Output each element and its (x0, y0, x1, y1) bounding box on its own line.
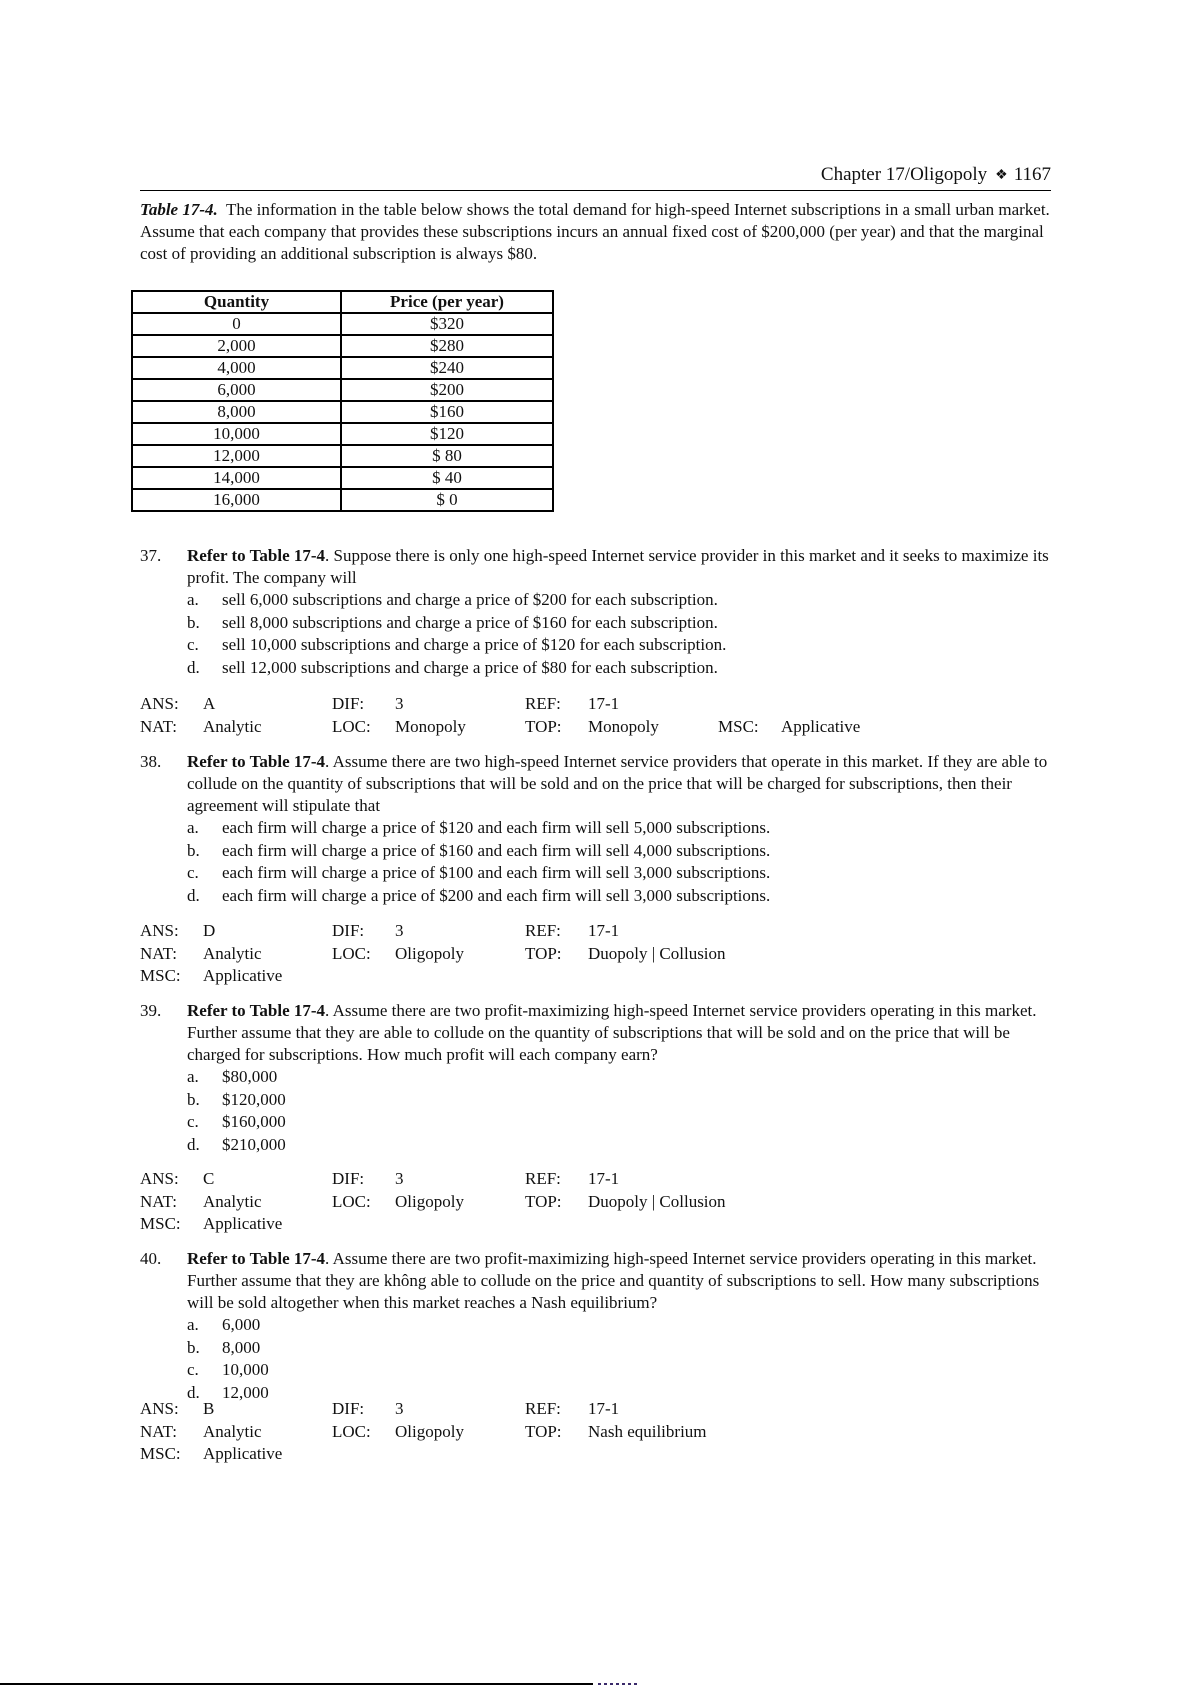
option-letter: d. (187, 885, 200, 905)
answer-option-c (140, 1111, 1060, 1134)
option-text: $80,000 (222, 1067, 278, 1086)
table-reference: Refer to Table 17-4 (187, 1249, 326, 1268)
option-text: $120,000 (222, 1089, 286, 1109)
option-text: sell 6,000 subscriptions and charge a price of $200 for each subscription. (222, 590, 718, 609)
answer-option-a (140, 1066, 1060, 1089)
nat-value: Analytic (203, 716, 262, 736)
chapter-title: Chapter 17/Oligopoly (820, 164, 988, 185)
question-text: . Assume there are two profit-maximizing high-speed Internet service providers operating in this market. Further assume that they are không able to collude on the price and quantity of subscriptions to sell. How many subscriptions will be sold altogether when this market reaches a Nash equilibrium? (187, 1249, 1040, 1312)
table-row (132, 467, 553, 489)
question-number: 39. (140, 1001, 162, 1020)
ref-value: 17-1 (588, 694, 620, 713)
option-letter: b. (187, 1337, 200, 1357)
option-text: 6,000 (222, 1315, 261, 1334)
top-label: TOP: (525, 716, 562, 736)
answer-option-c (140, 862, 1060, 885)
ans-value: D (203, 921, 216, 940)
dif-value: 3 (395, 694, 404, 713)
nat-label: NAT: (140, 716, 177, 736)
option-text: $160,000 (222, 1112, 286, 1131)
question-stem (140, 545, 1060, 589)
ref-label: REF: (525, 1399, 561, 1418)
option-letter: b. (187, 1089, 200, 1109)
ref-label: REF: (525, 694, 561, 713)
top-value: Duopoly | Collusion (588, 1191, 726, 1211)
option-letter: d. (187, 1134, 200, 1154)
dif-value: 3 (395, 921, 404, 940)
answer-option-d (140, 885, 1060, 908)
question-number: 40. (140, 1249, 162, 1268)
answer-option-c (140, 1359, 1060, 1382)
answer-option-a (140, 817, 1060, 840)
nat-label: NAT: (140, 1421, 177, 1441)
loc-label: LOC: (332, 716, 371, 736)
option-text: each firm will charge a price of $160 and each firm will sell 4,000 subscriptions. (222, 840, 771, 860)
question-37 (140, 545, 1060, 679)
msc-value: Applicative (781, 716, 861, 736)
msc-label: MSC: (140, 1444, 181, 1463)
price-cell: $ 0 (341, 489, 553, 511)
price-cell: $ 40 (341, 467, 553, 489)
option-letter: c. (187, 635, 199, 654)
msc-label: MSC: (140, 966, 181, 985)
option-letter: c. (187, 1360, 199, 1379)
loc-label: LOC: (332, 1191, 371, 1211)
question-stem (140, 751, 1060, 817)
dif-label: DIF: (332, 1399, 365, 1418)
answer-option-c (140, 634, 1060, 657)
table-reference: Refer to Table 17-4 (187, 546, 326, 565)
table-row (132, 401, 553, 423)
table-row (132, 423, 553, 445)
ans-label: ANS: (140, 694, 179, 713)
ans-value: A (203, 694, 216, 713)
header-divider (140, 190, 1051, 191)
option-text: sell 12,000 subscriptions and charge a price of $80 for each subscription. (222, 657, 718, 677)
dif-value: 3 (395, 1169, 404, 1188)
option-text: sell 10,000 subscriptions and charge a price of $120 for each subscription. (222, 635, 727, 654)
table-row (132, 357, 553, 379)
option-letter: a. (187, 590, 199, 609)
nat-value: Analytic (203, 943, 262, 963)
option-letter: c. (187, 863, 199, 882)
question-38 (140, 751, 1060, 907)
quantity-cell: 16,000 (132, 489, 341, 511)
price-cell: $200 (341, 379, 553, 401)
msc-label: MSC: (718, 716, 759, 736)
option-letter: c. (187, 1112, 199, 1131)
table-intro (140, 199, 1051, 265)
quantity-cell: 0 (132, 313, 341, 335)
table-reference: Refer to Table 17-4 (187, 752, 326, 771)
nat-value: Analytic (203, 1421, 262, 1441)
option-text: each firm will charge a price of $100 and each firm will sell 3,000 subscriptions. (222, 863, 771, 882)
price-cell: $280 (341, 335, 553, 357)
loc-value: Monopoly (395, 716, 466, 736)
header-quantity: Quantity (132, 291, 341, 313)
quantity-cell: 2,000 (132, 335, 341, 357)
option-text: 10,000 (222, 1360, 269, 1379)
quantity-cell: 8,000 (132, 401, 341, 423)
answer-option-a (140, 589, 1060, 612)
top-label: TOP: (525, 1421, 562, 1441)
page-header (140, 164, 1051, 188)
option-text: 12,000 (222, 1382, 269, 1402)
option-letter: d. (187, 1382, 200, 1402)
option-letter: b. (187, 840, 200, 860)
option-letter: a. (187, 1067, 199, 1086)
answer-option-b (140, 1089, 1060, 1112)
quantity-cell: 4,000 (132, 357, 341, 379)
table-reference: Refer to Table 17-4 (187, 1001, 326, 1020)
nat-value: Analytic (203, 1191, 262, 1211)
option-text: 8,000 (222, 1337, 261, 1357)
question-number: 37. (140, 546, 162, 565)
question-text: . Suppose there is only one high-speed Internet service provider in this market and it seeks to maximize its profit. The company will (187, 546, 1049, 587)
loc-value: Oligopoly (395, 1421, 464, 1441)
option-letter: d. (187, 657, 200, 677)
top-value: Nash equilibrium (588, 1421, 707, 1441)
diamond-separator-icon: ❖ (995, 168, 1008, 183)
question-40 (140, 1248, 1060, 1404)
price-cell: $240 (341, 357, 553, 379)
answer-option-b (140, 1337, 1060, 1360)
answer-option-b (140, 612, 1060, 635)
option-letter: a. (187, 1315, 199, 1334)
ref-label: REF: (525, 1169, 561, 1188)
ans-label: ANS: (140, 921, 179, 940)
table-row (132, 489, 553, 511)
quantity-cell: 12,000 (132, 445, 341, 467)
price-cell: $160 (341, 401, 553, 423)
question-39 (140, 1000, 1060, 1156)
price-cell: $120 (341, 423, 553, 445)
option-text: sell 8,000 subscriptions and charge a price of $160 for each subscription. (222, 612, 718, 632)
table-header-row (132, 291, 553, 313)
loc-value: Oligopoly (395, 1191, 464, 1211)
question-number: 38. (140, 752, 162, 771)
answer-option-d (140, 1134, 1060, 1157)
msc-value: Applicative (203, 966, 283, 985)
table-reference: Table 17-4. (140, 200, 218, 219)
top-label: TOP: (525, 943, 562, 963)
option-text: each firm will charge a price of $200 and each firm will sell 3,000 subscriptions. (222, 885, 771, 905)
ref-value: 17-1 (588, 1399, 620, 1418)
dif-label: DIF: (332, 921, 365, 940)
ans-label: ANS: (140, 1169, 179, 1188)
option-letter: b. (187, 612, 200, 632)
option-letter: a. (187, 818, 199, 837)
option-text: $210,000 (222, 1134, 286, 1154)
demand-table (131, 290, 554, 512)
msc-value: Applicative (203, 1444, 283, 1463)
answer-option-b (140, 840, 1060, 863)
loc-label: LOC: (332, 943, 371, 963)
page-number: 1167 (1013, 164, 1051, 185)
ans-value: B (203, 1399, 215, 1418)
quantity-cell: 10,000 (132, 423, 341, 445)
msc-value: Applicative (203, 1214, 283, 1233)
ref-value: 17-1 (588, 1169, 620, 1188)
msc-label: MSC: (140, 1214, 181, 1233)
top-label: TOP: (525, 1191, 562, 1211)
question-text: . Assume there are two high-speed Internet service providers that operate in this market. If they are able to collude on the quantity of subscriptions that will be sold and on the price that will be charged for subscriptions, then their agreement will stipulate that (187, 752, 1048, 815)
question-stem (140, 1000, 1060, 1066)
table-row (132, 445, 553, 467)
quantity-cell: 14,000 (132, 467, 341, 489)
loc-value: Oligopoly (395, 943, 464, 963)
ans-label: ANS: (140, 1399, 179, 1418)
dif-label: DIF: (332, 694, 365, 713)
ref-label: REF: (525, 921, 561, 940)
dif-value: 3 (395, 1399, 404, 1418)
dif-label: DIF: (332, 1169, 365, 1188)
nat-label: NAT: (140, 943, 177, 963)
ans-value: C (203, 1169, 215, 1188)
answer-option-d (140, 657, 1060, 680)
intro-text: The information in the table below shows the total demand for high-speed Internet subscriptions in a small urban market. Assume that each company that provides these subscriptions incurs an annual fixed cost of $200,000 (per year) and that the marginal cost of providing an additional subscription is always $80. (140, 200, 1050, 263)
option-text: each firm will charge a price of $120 and each firm will sell 5,000 subscriptions. (222, 818, 771, 837)
table-row (132, 335, 553, 357)
table-row (132, 313, 553, 335)
quantity-cell: 6,000 (132, 379, 341, 401)
loc-label: LOC: (332, 1421, 371, 1441)
ref-value: 17-1 (588, 921, 620, 940)
nat-label: NAT: (140, 1191, 177, 1211)
price-cell: $ 80 (341, 445, 553, 467)
top-value: Monopoly (588, 716, 659, 736)
header-price: Price (per year) (341, 291, 553, 313)
answer-option-a (140, 1314, 1060, 1337)
top-value: Duopoly | Collusion (588, 943, 726, 963)
table-row (132, 379, 553, 401)
question-text: . Assume there are two profit-maximizing high-speed Internet service providers operating in this market. Further assume that they are able to collude on the quantity of subscriptions that will be sold and on the price that will be charged for subscriptions. How much profit will each company earn? (187, 1001, 1037, 1064)
question-stem (140, 1248, 1060, 1314)
price-cell: $320 (341, 313, 553, 335)
